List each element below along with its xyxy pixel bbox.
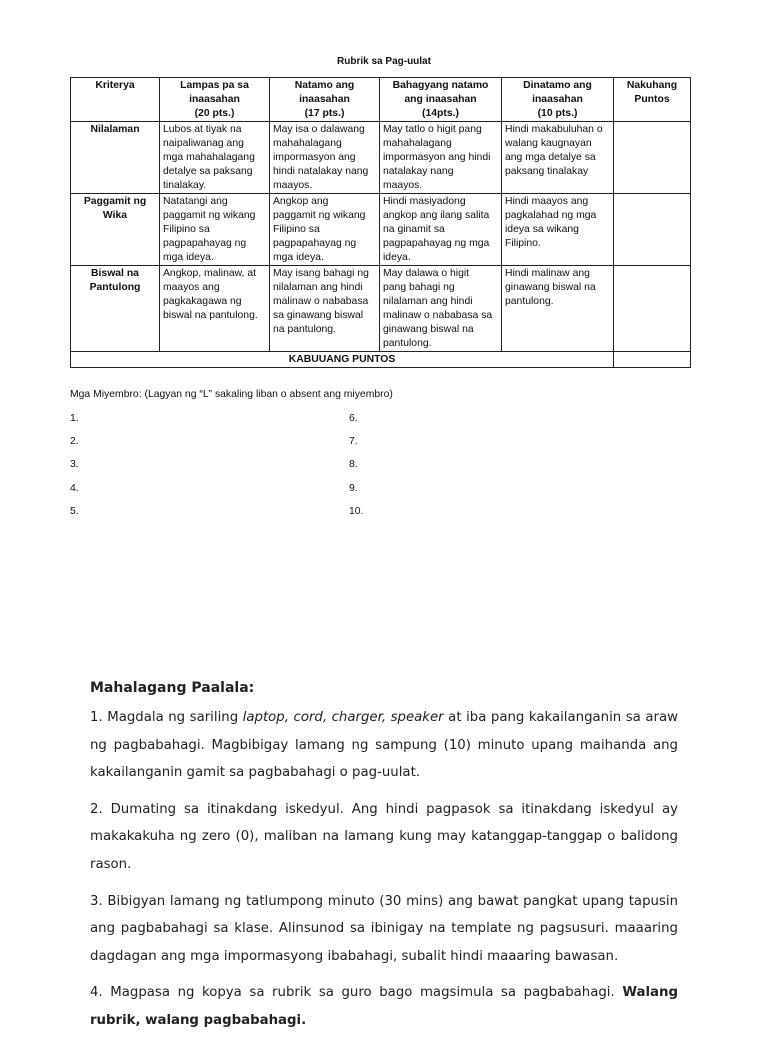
member-slot: 8. [349,459,358,471]
member-slot: 6. [349,413,358,424]
reminder-2: 2. Dumating sa itinakdang iskedyul. Ang hindi pagpasok sa itinakdang iskedyul ay makakakuha ng zero (0), maliban na lamang kung may katanggap-tanggap o balidong rason. [90,801,678,872]
rubric-table [70,77,691,368]
rubric-cell: Hindi malinaw ang ginawang biswal na pantulong. [502,266,614,352]
table-header-cell: Kriterya [71,78,160,122]
reminder-1: 1. Magdala ng sariling laptop, cord, charger, speaker at iba pang kakailanganin sa araw ng pagbabahagi. Magbibigay lamang ng sampung (10) minuto upang maihanda ang kakailanganin gamit sa pagbabahagi o pag-uulat. [90,710,678,781]
member-slot: 7. [349,436,358,448]
table-header-row [71,78,691,122]
reminder-3: 3. Bibigyan lamang ng tatlumpong minuto (30 mins) ang bawat pangkat upang tapusin ang pagbabahagi sa klase. Alinsunod sa ibinigay na template ng pagsusuri. maaaring dagdagan ang mga impormasyong ibabahagi, subalit hindi maaaring bawasan. [90,893,678,964]
table-header-cell: Natamo ang inaasahan (17 pts.) [270,78,380,122]
rubric-cell: Natatangi ang paggamit ng wikang Filipino sa pagpapahayag ng mga ideya. [160,194,270,266]
member-slot: 1. [70,413,79,424]
total-score-cell[interactable] [614,352,691,368]
criterion-cell: Paggamit ng Wika [71,194,160,266]
member-slot: 2. [70,436,79,448]
member-slot: 10. [349,505,364,517]
member-slot: 9. [349,482,358,494]
rubric-cell: Hindi masiyadong angkop ang ilang salita na ginamit sa pagpapahayag ng mga ideya. [380,194,502,266]
reminders-section [90,680,678,1044]
total-label: KABUUANG PUNTOS [71,352,614,368]
table-row [71,266,691,352]
rubric-cell: May tatlo o higit pang mahahalagang impormasyon ang hindi natalakay nang maayos. [380,122,502,194]
table-header-cell: Bahagyang natamo ang inaasahan (14pts.) [380,78,502,122]
rubric-cell: May isang bahagi ng nilalaman ang hindi malinaw o nababasa sa ginawang biswal na pantulong. [270,266,380,352]
criterion-cell: Nilalaman [71,122,160,194]
reminder-4: 4. Magpasa ng kopya sa rubrik sa guro bago magsimula sa pagbabahagi. Walang rubrik, walang pagbabahagi. [90,985,678,1028]
score-cell[interactable] [614,266,691,352]
table-row [71,122,691,194]
table-header-cell: Nakuhang Puntos [614,78,691,122]
rubric-cell: Lubos at tiyak na naipaliwanag ang mga mahahalagang detalye sa paksang tinalakay. [160,122,270,194]
members-list-right [349,413,363,529]
page-title: Rubrik sa Pag-uulat [337,56,431,67]
table-header-cell: Lampas pa sa inaasahan (20 pts.) [160,78,270,122]
rubric-cell: Angkop, malinaw, at maayos ang pagkakagawa ng biswal na pantulong. [160,266,270,352]
rubric-cell: May isa o dalawang mahahalagang impormasyon ang hindi natalakay nang maayos. [270,122,380,194]
rubric-cell: Hindi makabuluhan o walang kaugnayan ang mga detalye sa paksang tinalakay [502,122,614,194]
score-cell[interactable] [614,194,691,266]
member-slot: 3. [70,459,79,471]
members-list-left [70,413,79,529]
member-slot: 5. [70,505,79,517]
criterion-cell: Biswal na Pantulong [71,266,160,352]
rubric-cell: May dalawa o higit pang bahagi ng nilalaman ang hindi malinaw o nababasa sa ginawang biswal na pantulong. [380,266,502,352]
score-cell[interactable] [614,122,691,194]
table-header-cell: Dinatamo ang inaasahan (10 pts.) [502,78,614,122]
rubric-cell: Angkop ang paggamit ng wikang Filipino sa pagpapahayag ng mga ideya. [270,194,380,266]
rubric-cell: Hindi maayos ang pagkalahad ng mga ideya sa wikang Filipino. [502,194,614,266]
reminders-heading: Mahalagang Paalala: [90,680,255,696]
members-label: Mga Miyembro: (Lagyan ng “L” sakaling liban o absent ang miyembro) [70,389,393,400]
total-row [71,352,691,368]
table-row [71,194,691,266]
member-slot: 4. [70,482,79,494]
